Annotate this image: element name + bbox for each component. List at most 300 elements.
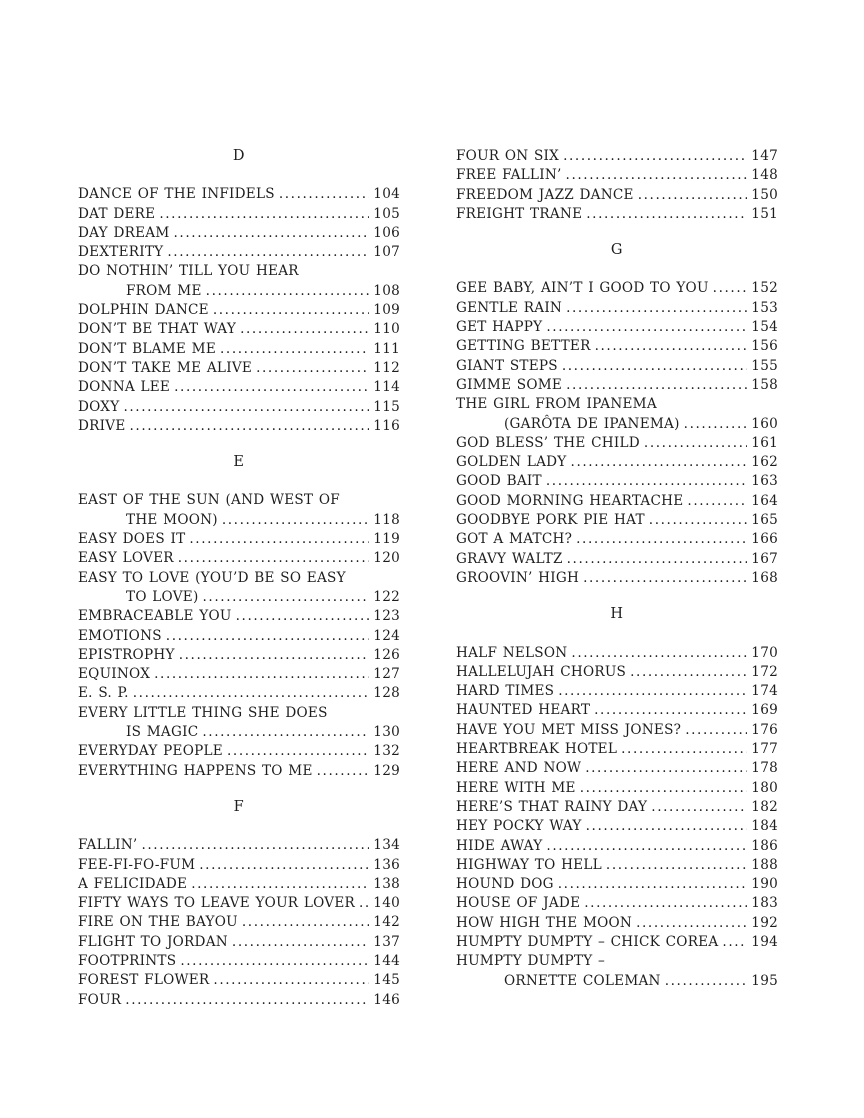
entry-title: EVERYDAY PEOPLE [78, 743, 223, 760]
entry-title: FROM ME [126, 282, 202, 299]
entry-page-number: 156 [751, 338, 778, 355]
entry-line [456, 721, 778, 740]
entry-title: GIANT STEPS [456, 357, 558, 374]
index-entry [78, 971, 400, 990]
entry-line [456, 972, 778, 991]
entry-line [456, 530, 778, 549]
entry-line [456, 434, 778, 453]
dot-leader [595, 337, 748, 356]
index-entry [78, 933, 400, 952]
dot-leader [130, 417, 370, 436]
entry-title: GENTLE RAIN [456, 299, 563, 316]
entry-page-number: 186 [751, 837, 778, 854]
entry-line [456, 376, 778, 395]
entry-title: DOXY [78, 398, 120, 415]
entry-page-number: 168 [751, 569, 778, 586]
index-entry [456, 186, 778, 205]
entry-title: IS MAGIC [126, 724, 199, 741]
dot-leader [585, 759, 747, 778]
entry-page-number: 195 [751, 972, 778, 989]
entry-title: DEXTERITY [78, 244, 164, 261]
entry-line [78, 894, 400, 913]
entry-title: HIGHWAY TO HELL [456, 856, 602, 873]
entry-title: DON’T TAKE ME ALIVE [78, 359, 253, 376]
entry-line [456, 914, 778, 933]
entry-line [78, 417, 400, 436]
entry-line [78, 185, 400, 204]
index-entry [456, 318, 778, 337]
dot-leader [359, 894, 369, 913]
entry-title: EASY TO LOVE (YOU’D BE SO EASY [78, 569, 346, 586]
entry-title: GROOVIN’ HIGH [456, 569, 580, 586]
index-entry [78, 359, 400, 378]
index-entry [78, 742, 400, 761]
index-entry [78, 340, 400, 359]
entry-title: HAVE YOU MET MISS JONES? [456, 721, 682, 738]
entry-title: EASY LOVER [78, 550, 174, 567]
entry-title: GOOD MORNING HEARTACHE [456, 492, 684, 509]
entry-page-number: 130 [373, 724, 400, 741]
index-entry [78, 417, 400, 436]
dot-leader [576, 530, 747, 549]
dot-leader [191, 875, 369, 894]
entry-page-number: 162 [751, 454, 778, 471]
dot-leader [606, 856, 747, 875]
index-entry [456, 472, 778, 491]
dot-leader [166, 627, 370, 646]
entry-title: DONNA LEE [78, 379, 171, 396]
entry-line [456, 186, 778, 205]
entry-page-number: 151 [751, 205, 778, 222]
entry-page-number: 150 [751, 186, 778, 203]
entry-title: FREIGHT TRANE [456, 205, 583, 222]
entry-title: HUMPTY DUMPTY – CHICK COREA [456, 933, 719, 950]
index-entry [456, 357, 778, 376]
section-heading-e: E [233, 454, 245, 471]
entry-title: HALLELUJAH CHORUS [456, 663, 627, 680]
entry-title: HERE WITH ME [456, 779, 576, 796]
index-entry [456, 779, 778, 798]
entry-title: (GARÔTA DE IPANEMA) [504, 415, 680, 432]
entry-page-number: 132 [373, 743, 400, 760]
index-entry [78, 491, 400, 530]
entry-title: GEE BABY, AIN’T I GOOD TO YOU [456, 280, 709, 297]
entry-line [456, 779, 778, 798]
entry-line [78, 742, 400, 761]
entry-title: FALLIN’ [78, 837, 138, 854]
entry-title: GETTING BETTER [456, 338, 591, 355]
index-entry [456, 914, 778, 933]
entry-line [456, 701, 778, 720]
dot-leader [279, 185, 369, 204]
entry-page-number: 120 [373, 550, 400, 567]
index-entry [78, 301, 400, 320]
entry-title: HALF NELSON [456, 644, 568, 661]
entry-title: EAST OF THE SUN (AND WEST OF [78, 492, 340, 509]
index-entry [456, 817, 778, 836]
entry-title: EQUINOX [78, 666, 151, 683]
dot-leader [125, 991, 369, 1010]
index-entry [456, 434, 778, 453]
entry-line [78, 549, 400, 568]
entry-title: HEARTBREAK HOTEL [456, 741, 618, 758]
entry-line [78, 491, 400, 510]
index-entry [78, 684, 400, 703]
dot-leader [546, 837, 747, 856]
entry-page-number: 160 [751, 415, 778, 432]
entry-line [456, 318, 778, 337]
entry-page-number: 104 [373, 186, 400, 203]
entry-page-number: 116 [373, 417, 400, 434]
dot-leader [180, 952, 369, 971]
dot-leader [566, 299, 747, 318]
entry-title: EPISTROPHY [78, 646, 175, 663]
dot-leader [202, 723, 369, 742]
entry-title: HOUND DOG [456, 876, 554, 893]
index-entry [78, 185, 400, 204]
entry-title: FIFTY WAYS TO LEAVE YOUR LOVER [78, 895, 355, 912]
entry-title: EVERY LITTLE THING SHE DOES [78, 704, 328, 721]
entry-page-number: 119 [373, 531, 400, 548]
entry-line [78, 646, 400, 665]
dot-leader [644, 434, 747, 453]
dot-leader [159, 205, 369, 224]
dot-leader [546, 318, 747, 337]
entry-page-number: 136 [373, 856, 400, 873]
entry-page-number: 166 [751, 531, 778, 548]
entry-page-number: 182 [751, 798, 778, 815]
index-entry [456, 837, 778, 856]
entry-title: E. S. P. [78, 685, 129, 702]
entry-page-number: 155 [751, 357, 778, 374]
entry-line [78, 952, 400, 971]
entry-line [78, 530, 400, 549]
index-entry [456, 511, 778, 530]
entry-page-number: 123 [373, 608, 400, 625]
index-entry [456, 759, 778, 778]
index-entry [78, 262, 400, 301]
entry-page-number: 146 [373, 991, 400, 1008]
entry-title: GOT A MATCH? [456, 531, 573, 548]
entry-page-number: 142 [373, 914, 400, 931]
entry-page-number: 128 [373, 685, 400, 702]
dot-leader [713, 279, 748, 298]
entry-title: FOUR [78, 991, 122, 1008]
index-entry [78, 224, 400, 243]
index-entry [78, 665, 400, 684]
dot-leader [687, 492, 747, 511]
entry-page-number: 105 [373, 205, 400, 222]
entry-line [78, 627, 400, 646]
entry-title: GIMME SOME [456, 376, 563, 393]
entry-page-number: 134 [373, 837, 400, 854]
entry-page-number: 152 [751, 280, 778, 297]
dot-leader [638, 186, 748, 205]
index-entry [456, 701, 778, 720]
index-entry [456, 147, 778, 166]
entry-line [456, 817, 778, 836]
entry-title: HUMPTY DUMPTY – [456, 953, 606, 970]
index-entry [456, 682, 778, 701]
entry-title: FREE FALLIN’ [456, 167, 562, 184]
index-entry [456, 875, 778, 894]
dot-leader [189, 530, 369, 549]
index-entry [456, 663, 778, 682]
entry-title: GOD BLESS’ THE CHILD [456, 434, 640, 451]
entry-page-number: 137 [373, 933, 400, 950]
index-entry [456, 856, 778, 875]
section-heading-g: G [610, 242, 624, 259]
entry-line [78, 378, 400, 397]
entry-title: EMOTIONS [78, 627, 162, 644]
entry-line [78, 320, 400, 339]
dot-leader [594, 701, 747, 720]
entry-page-number: 177 [751, 741, 778, 758]
entry-line [78, 762, 400, 781]
entry-line [456, 453, 778, 472]
entry-page-number: 114 [373, 379, 400, 396]
entry-line [78, 243, 400, 262]
dot-leader [586, 205, 747, 224]
entry-page-number: 164 [751, 492, 778, 509]
entry-line [78, 398, 400, 417]
entry-title: DO NOTHIN’ TILL YOU HEAR [78, 263, 299, 280]
dot-leader [562, 357, 747, 376]
dot-leader [213, 971, 369, 990]
dot-leader [222, 511, 369, 530]
entry-page-number: 183 [751, 895, 778, 912]
dot-leader [154, 665, 369, 684]
index-entry [456, 798, 778, 817]
entry-title: HERE AND NOW [456, 760, 582, 777]
index-entry [456, 740, 778, 759]
index-entry [78, 607, 400, 626]
entry-page-number: 115 [373, 398, 400, 415]
dot-leader [651, 798, 747, 817]
entry-title: FLIGHT TO JORDAN [78, 933, 228, 950]
entry-page-number: 110 [373, 321, 400, 338]
dot-leader [199, 856, 369, 875]
index-entry [456, 644, 778, 663]
entry-page-number: 148 [751, 167, 778, 184]
entry-title: THE GIRL FROM IPANEMA [456, 396, 657, 413]
index-entry [456, 166, 778, 185]
entry-line [456, 837, 778, 856]
dot-leader [563, 147, 747, 166]
dot-leader [558, 875, 748, 894]
entry-line [456, 279, 778, 298]
entry-line [78, 569, 400, 588]
entry-page-number: 106 [373, 224, 400, 241]
dot-leader [317, 762, 370, 781]
entry-title: ORNETTE COLEMAN [504, 972, 661, 989]
index-entry [78, 991, 400, 1010]
dot-leader [649, 511, 748, 530]
entry-title: GOODBYE PORK PIE HAT [456, 512, 645, 529]
dot-leader [240, 320, 369, 339]
index-entry [456, 279, 778, 298]
index-entry [78, 320, 400, 339]
entry-page-number: 147 [751, 148, 778, 164]
dot-leader [213, 301, 369, 320]
entry-line [456, 875, 778, 894]
dot-leader [571, 644, 747, 663]
entry-page-number: 169 [751, 702, 778, 719]
entry-line [78, 359, 400, 378]
entry-title: GET HAPPY [456, 319, 543, 336]
dot-leader [685, 721, 747, 740]
entry-title: EASY DOES IT [78, 531, 186, 548]
index-entry [78, 952, 400, 971]
entry-title: FOUR ON SIX [456, 148, 560, 164]
index-entry [456, 952, 778, 991]
entry-line [456, 663, 778, 682]
entry-line [78, 991, 400, 1010]
entry-line [456, 492, 778, 511]
section-heading-h: H [610, 606, 624, 623]
entry-line [78, 665, 400, 684]
entry-page-number: 153 [751, 299, 778, 316]
index-entry [456, 894, 778, 913]
entry-title: DOLPHIN DANCE [78, 302, 209, 319]
dot-leader [203, 588, 370, 607]
entry-page-number: 129 [373, 762, 400, 779]
entry-page-number: 190 [751, 876, 778, 893]
entry-line [78, 340, 400, 359]
entry-line [78, 704, 400, 723]
entry-page-number: 176 [751, 721, 778, 738]
index-entry [78, 856, 400, 875]
dot-leader [621, 740, 747, 759]
index-entry [78, 762, 400, 781]
dot-leader [571, 453, 748, 472]
index-entry [78, 549, 400, 568]
index-entry [456, 721, 778, 740]
index-entry [78, 378, 400, 397]
entry-title: GRAVY WALTZ [456, 550, 563, 567]
entry-page-number: 158 [751, 376, 778, 393]
entry-page-number: 124 [373, 627, 400, 644]
index-entry [78, 894, 400, 913]
entry-page-number: 194 [751, 933, 778, 950]
dot-leader [256, 359, 369, 378]
entry-line [456, 933, 778, 952]
entry-line [456, 682, 778, 701]
entry-title: HAUNTED HEART [456, 702, 591, 719]
entry-line [456, 472, 778, 491]
entry-page-number: 192 [751, 914, 778, 931]
dot-leader [566, 376, 747, 395]
entry-title: FEE-FI-FO-FUM [78, 856, 196, 873]
entry-page-number: 163 [751, 473, 778, 490]
entry-line [78, 856, 400, 875]
dot-leader [566, 166, 748, 185]
index-entry [78, 398, 400, 417]
entry-line [78, 933, 400, 952]
entry-line [78, 875, 400, 894]
index-entry [78, 569, 400, 608]
entry-page-number: 165 [751, 512, 778, 529]
index-column-left [78, 147, 400, 1010]
entry-title: FREEDOM JAZZ DANCE [456, 186, 634, 203]
entry-page-number: 140 [373, 895, 400, 912]
index-entry [78, 205, 400, 224]
entry-line [78, 913, 400, 932]
entry-page-number: 111 [373, 340, 400, 357]
entry-page-number: 178 [751, 760, 778, 777]
index-entry [456, 530, 778, 549]
dot-leader [583, 569, 747, 588]
dot-leader [179, 646, 370, 665]
index-entry [78, 875, 400, 894]
entry-title: EVERYTHING HAPPENS TO ME [78, 762, 313, 779]
dot-leader [174, 378, 369, 397]
index-entry [456, 299, 778, 318]
entry-line [78, 684, 400, 703]
index-content [78, 147, 778, 1010]
entry-page-number: 144 [373, 952, 400, 969]
dot-leader [123, 398, 369, 417]
entry-page-number: 107 [373, 244, 400, 261]
section-heading-d: D [232, 148, 246, 164]
entry-line [78, 262, 400, 281]
entry-line [456, 759, 778, 778]
index-entry [456, 569, 778, 588]
index-entry [456, 337, 778, 356]
entry-line [456, 550, 778, 569]
entry-line [456, 798, 778, 817]
index-entry [456, 453, 778, 472]
entry-title: HERE’S THAT RAINY DAY [456, 798, 648, 815]
entry-line [78, 971, 400, 990]
dot-leader [546, 472, 747, 491]
index-entry [456, 395, 778, 434]
entry-page-number: 122 [373, 588, 400, 605]
dot-leader [227, 742, 369, 761]
entry-line [456, 166, 778, 185]
entry-line [456, 856, 778, 875]
dot-leader [167, 243, 369, 262]
entry-title: THE MOON) [126, 511, 218, 528]
entry-title: DON’T BE THAT WAY [78, 321, 237, 338]
index-entry [78, 913, 400, 932]
entry-page-number: 188 [751, 856, 778, 873]
dot-leader [174, 224, 370, 243]
entry-title: EMBRACEABLE YOU [78, 608, 232, 625]
index-entry [78, 243, 400, 262]
entry-line [78, 282, 400, 301]
entry-line [78, 723, 400, 742]
entry-page-number: 172 [751, 663, 778, 680]
entry-line [456, 511, 778, 530]
dot-leader [722, 933, 747, 952]
dot-leader [232, 933, 369, 952]
entry-title: GOLDEN LADY [456, 454, 567, 471]
index-entry [78, 627, 400, 646]
index-entry [456, 492, 778, 511]
entry-line [456, 205, 778, 224]
entry-line [456, 894, 778, 913]
entry-page-number: 161 [751, 434, 778, 451]
entry-line [78, 588, 400, 607]
entry-line [456, 357, 778, 376]
dot-leader [558, 682, 747, 701]
entry-page-number: 126 [373, 646, 400, 663]
entry-title: HOUSE OF JADE [456, 895, 581, 912]
entry-line [456, 952, 778, 971]
entry-line [456, 415, 778, 434]
dot-leader [630, 663, 747, 682]
